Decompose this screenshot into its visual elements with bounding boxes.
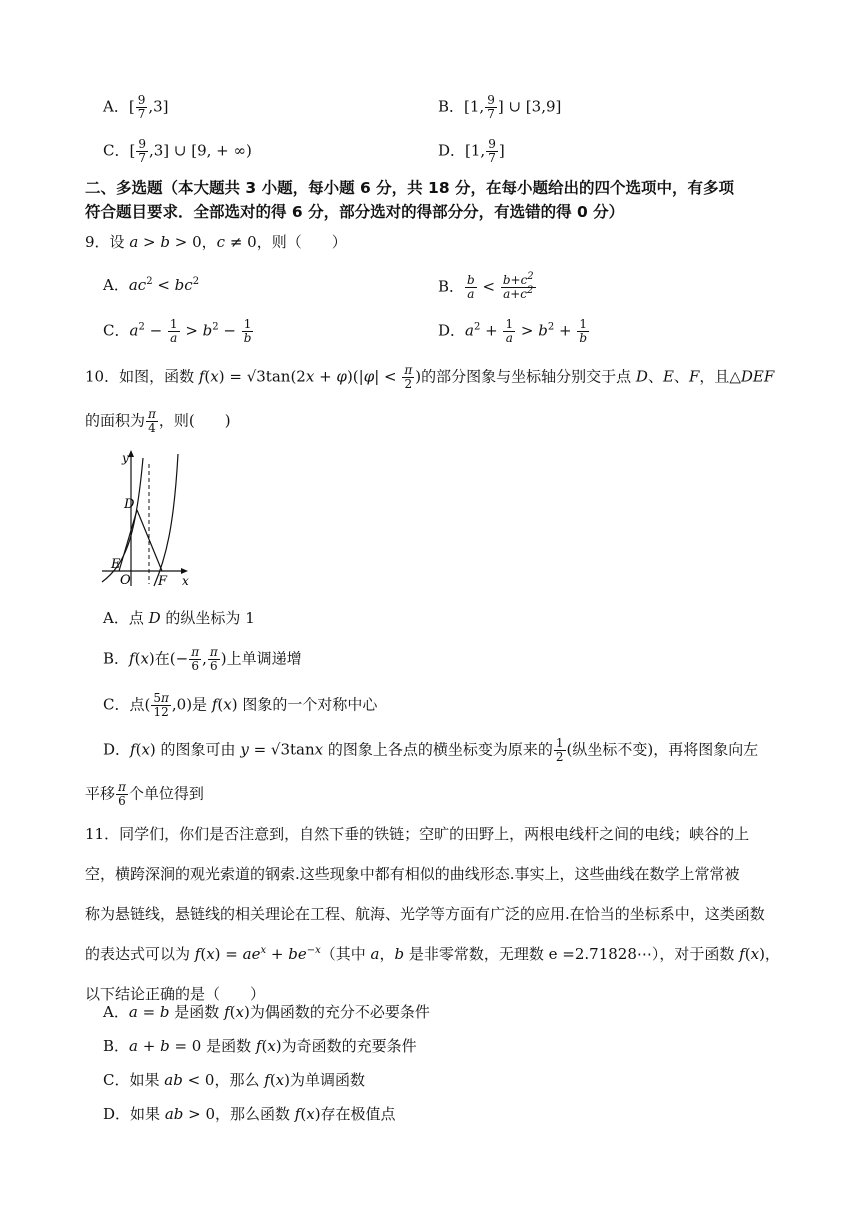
fraction: $\frac{\pi}{4}$ [148, 407, 156, 435]
label-x: x [182, 574, 189, 588]
q11-option-d: D．如果 ab > 0，那么函数 f(x)存在极值点 [103, 1105, 396, 1123]
q11-stem-line5: 以下结论正确的是（ ） [85, 985, 266, 1003]
q8-option-c: C．[ $\frac{9}{7}$ ,3] ∪ [9, + ∞) [103, 137, 252, 165]
q10-function-graph [98, 446, 198, 588]
fraction: $\frac{9}{7}$ [487, 93, 495, 121]
label-d: D [124, 497, 135, 512]
triangle-side-df [137, 510, 162, 571]
q11-stem-line3: 称为悬链线，悬链线的相关理论在工程、航海、光学等方面有广泛的应用.在恰当的坐标系中，这类函数 [85, 905, 765, 923]
q11-stem-line4: 的表达式可以为 $f(x) = ae^x + be^{-x}$（其中 a，b 是非零常数，无理数 e =2.71828⋯），对于函数 f(x)， [85, 945, 780, 963]
q10-option-b: B．f(x)在(− $\frac{\pi}{6}$ , $\frac{\pi}{6}$ )上单调递增 [103, 645, 302, 673]
q10-stem-line2: 的面积为 $\frac{\pi}{4}$ ，则( ) [85, 407, 231, 435]
fraction: $\frac{\pi}{2}$ [404, 363, 413, 391]
q11-option-b: B．a + b = 0 是函数 f(x)为奇函数的充要条件 [103, 1037, 417, 1055]
q10-option-a: A．点 D 的纵坐标为 1 [103, 609, 255, 627]
fraction: $\frac{1}{2}$ [555, 736, 564, 764]
q11-option-c: C．如果 ab < 0，那么 f(x)为单调函数 [103, 1071, 366, 1089]
q10-option-d-line2: 平移 $\frac{\pi}{6}$ 个单位得到 [85, 780, 204, 808]
q10-option-c: C．点( $\frac{5\pi}{12}$ ,0)是 f(x) 图象的一个对称中心 [103, 691, 378, 719]
tan-curve-right [154, 454, 178, 586]
q9-option-d: D．$a^2$ + $\frac{1}{a}$ > $b^2$ + $\frac{1}{b}$ [438, 317, 587, 345]
fraction: $\frac{b}{a}$ [467, 273, 475, 301]
q9-stem: 9．设 a > b > 0，c ≠ 0，则（ ） [85, 233, 347, 251]
q10-stem-line1: 10．如图，函数 f(x) = √3tan(2x + φ)(|φ| < $\frac{\pi}{2}$ )的部分图象与坐标轴分别交于点 D、E、F，且△DEF [85, 363, 775, 391]
fraction: $\frac{9}{7}$ [138, 137, 146, 165]
label-o: O [120, 573, 131, 588]
fraction: $\frac{\pi}{6}$ [209, 645, 218, 673]
q9-option-c: C．$a^2$ − $\frac{1}{a}$ > $b^2$ − $\frac{1}{b}$ [103, 317, 252, 345]
y-axis-arrow [128, 450, 134, 457]
fraction: $\frac{1}{b}$ [243, 317, 252, 345]
fraction: $\frac{5\pi}{12}$ [153, 691, 169, 719]
fraction: $\frac{1}{a}$ [169, 317, 178, 345]
q11-stem-line2: 空，横跨深涧的观光索道的钢索.这些现象中都有相似的曲线形态.事实上，这些曲线在数学上常常被 [85, 865, 740, 883]
fraction: $\frac{b+c^2}{a+c^2}$ [502, 271, 534, 301]
section-heading-line1: 二、多选题（本大题共 3 小题，每小题 6 分，共 18 分，在每小题给出的四个选项中，有多项 [85, 179, 735, 197]
fraction: $\frac{9}{7}$ [488, 137, 496, 165]
label-y: y [122, 451, 129, 465]
q9-option-b: B． $\frac{b}{a}$ < $\frac{b+c^2}{a+c^2}$ [438, 271, 534, 301]
q10-option-d-line1: D．f(x) 的图象可由 y = √3tanx 的图象上各点的横坐标变为原来的 $\frac{1}{2}$ (纵坐标不变)，再将图象向左 [103, 736, 759, 764]
fraction: $\frac{1}{a}$ [505, 317, 514, 345]
q11-option-a: A．a = b 是函数 f(x)为偶函数的充分不必要条件 [103, 1003, 430, 1021]
label-e: E [111, 557, 121, 572]
q8-option-b: B．[1, $\frac{9}{7}$ ] ∪ [3,9] [438, 93, 562, 121]
fraction: $\frac{9}{7}$ [137, 93, 146, 121]
triangle-side-ed [119, 510, 137, 571]
fraction: $\frac{\pi}{6}$ [118, 780, 126, 808]
q11-stem-line1: 11．同学们，你们是否注意到，自然下垂的铁链；空旷的田野上，两根电线杆之间的电线；峡谷的上 [85, 825, 750, 843]
section-heading-line2: 符合题目要求．全部选对的得 6 分，部分选对的得部分分，有选错的得 0 分） [85, 203, 625, 221]
tan-curve-left [102, 458, 143, 582]
label-f: F [158, 574, 168, 588]
fraction: $\frac{\pi}{6}$ [191, 645, 200, 673]
fraction: $\frac{1}{b}$ [579, 317, 587, 345]
q8-option-a: A．[ $\frac{9}{7}$ ,3] [103, 93, 169, 121]
q9-option-a: A．$ac^2 < bc^2$ [103, 276, 200, 294]
q8-option-d: D．[1, $\frac{9}{7}$ ] [438, 137, 505, 165]
